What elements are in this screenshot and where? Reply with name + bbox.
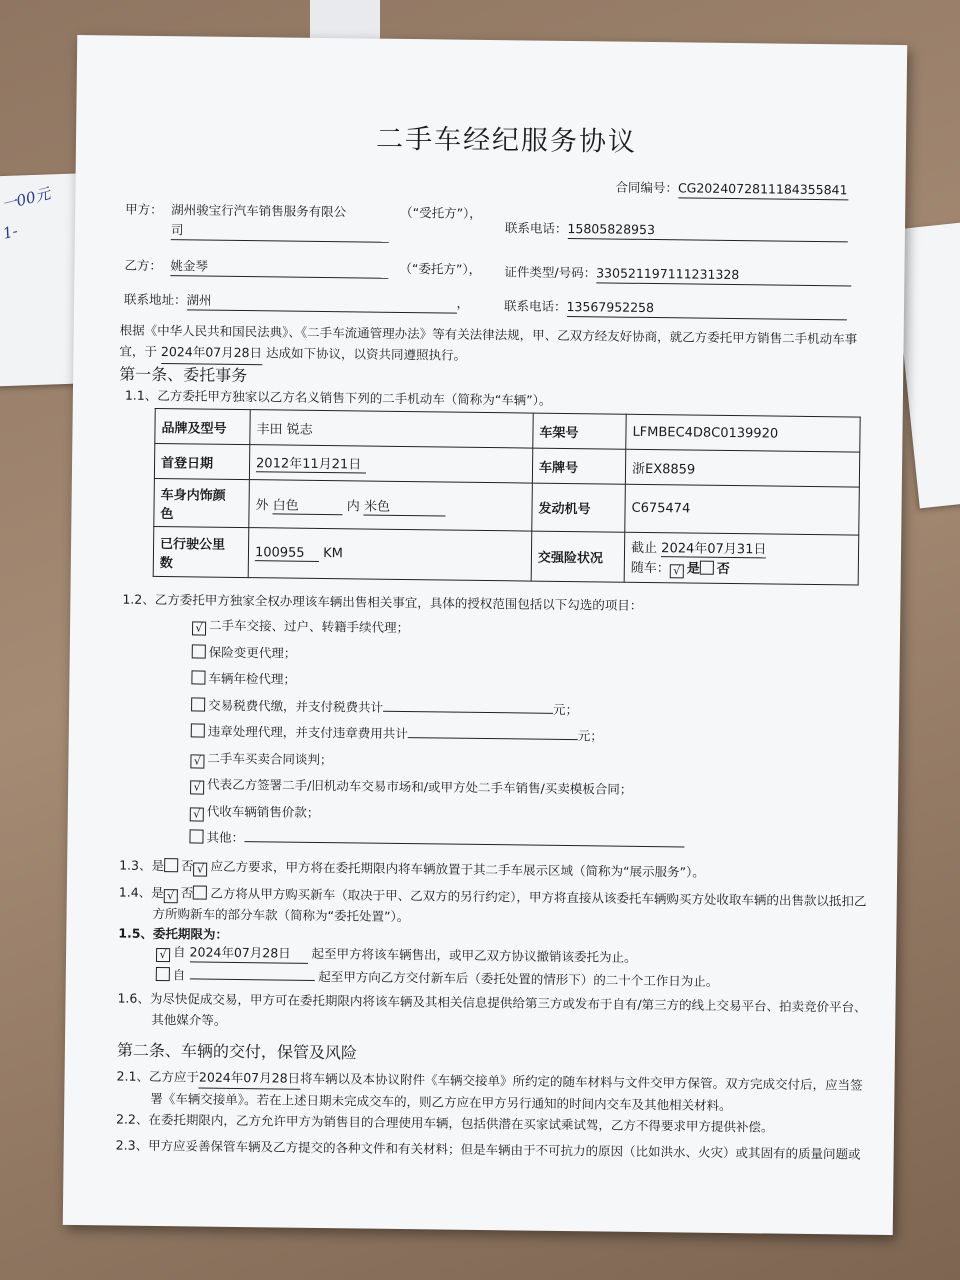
mileage-label — [153, 526, 249, 577]
authorization-list — [189, 612, 686, 857]
mileage-unit: KM — [323, 545, 343, 561]
vin-label: 车架号 — [533, 413, 626, 449]
term-start-date: 2024年07月28日 — [189, 944, 307, 963]
clause-number: 1.3、 — [119, 857, 152, 873]
auth-item-text: 交易税费代缴，并支付税费共计 — [208, 697, 384, 715]
section-1-title: 第一条、委托事务 — [119, 364, 248, 386]
party-a-name-line2: 司 — [171, 222, 389, 243]
auth-checkbox[interactable]: √ — [190, 754, 204, 768]
clause-1-4 — [118, 882, 866, 934]
with-car-no-label: 否 — [716, 561, 730, 577]
auth-checkbox[interactable]: √ — [190, 780, 204, 794]
term-option-2 — [156, 964, 719, 991]
clause-1-5-title: 1.5、委托期限为： — [118, 925, 229, 942]
clause-1-1: 1.1、乙方委托甲方独家以乙方名义销售下列的二手机动车（简称为“车辆”）。 — [124, 387, 552, 408]
auth-item-text: 违章处理代理，并支付违章费用共计 — [207, 723, 408, 742]
contract-number-row — [615, 180, 848, 201]
other-blank[interactable] — [244, 827, 684, 847]
plate-label: 车牌号 — [532, 448, 625, 484]
exterior-color: 白色 — [273, 494, 343, 515]
yes-label: 是 — [151, 857, 165, 874]
with-car-yes-checkbox[interactable]: √ — [670, 564, 684, 578]
exterior-label: 外 — [255, 497, 269, 513]
auth-item-text: 代表乙方签署二手/旧机动车交易市场和/或甲方处二手车销售/买卖模板合同； — [207, 776, 633, 797]
violation-amount-blank[interactable] — [408, 723, 578, 740]
auth-item-tail: 元； — [553, 701, 579, 717]
auth-item-tail: 元； — [577, 728, 603, 744]
term-option-1-checkbox[interactable]: √ — [156, 948, 170, 962]
contract-document — [63, 35, 907, 1235]
clause-1-3 — [119, 858, 705, 883]
clause-text: 乙方将从甲方购买新车（取决于甲、乙双方的另行约定），甲方将直接从该委托车辆购买方处收取车辆的出售款以抵扣乙 — [210, 885, 867, 909]
clause-2-2: 2.2、在委托期限内，乙方允许甲方为销售目的合理使用车辆，包括供潜在买家试乘试驾，乙方不得要求甲方提供补偿。 — [115, 1111, 774, 1135]
vehicle-info-table — [153, 408, 861, 586]
party-b-address-end: ， — [456, 295, 470, 311]
reg-date-label: 首登日期 — [154, 443, 249, 479]
term-option-text: 起至甲方向乙方交付新车后（委托处置的情形下）的二十个工作日为止。 — [318, 968, 719, 989]
table-row — [153, 526, 859, 585]
clause-line: 方所购新车的部分车款（简称为“委托处置”）。 — [152, 906, 410, 925]
background-paper-strip — [310, 0, 380, 40]
clause-text: 将车辆以及本协议附件《车辆交接单》所约定的随车材料与文件交甲方保管。双方完成交付后，应当签 — [299, 1070, 863, 1093]
party-b-address-label: 联系地址： — [123, 291, 187, 308]
clause-1-3-no-checkbox[interactable]: √ — [193, 862, 207, 876]
with-car-yes-label: 是 — [686, 561, 700, 577]
reg-date-cell — [249, 445, 532, 483]
clause-line: 1.6、为尽快促成交易，甲方可在委托期限内将该车辆及其相关信息提供给第三方或发布于自有/第三方的线上交易平台、拍卖竞价平台、 — [117, 990, 867, 1015]
preamble-text: 宜，于 — [119, 343, 158, 360]
party-a-phone: 15805828953 — [567, 221, 847, 242]
party-b-address: 湖州 — [186, 292, 456, 313]
auth-checkbox[interactable]: √ — [192, 621, 206, 635]
mileage-label-line: 数 — [159, 555, 173, 571]
yes-label: 是 — [151, 884, 164, 901]
handwritten-note-paper — [0, 173, 84, 386]
clause-2-3: 2.3、甲方应妥善保管车辆及乙方提交的各种文件和有关材料；但是车辆由于不可抗力的原因（比如洪水、火灾）或其固有的质量问题或 — [115, 1137, 861, 1162]
clause-1-4-no-checkbox[interactable] — [193, 885, 207, 899]
interior-label: 内 — [346, 498, 360, 514]
auth-checkbox[interactable] — [191, 670, 205, 684]
clause-1-3-yes-checkbox[interactable] — [164, 858, 178, 872]
insurance-label: 交强险状况 — [531, 531, 625, 582]
clause-1-6 — [117, 988, 867, 1040]
brand-label: 品牌及型号 — [155, 408, 250, 444]
auth-item-text: 代收车辆销售价款； — [206, 803, 320, 820]
party-b-id-label: 证件类型/号码： — [504, 264, 597, 281]
clause-2-1 — [116, 1066, 863, 1119]
color-cell — [249, 480, 533, 531]
mileage-label-line: 已行驶公里 — [159, 536, 226, 553]
party-a-phone-row — [505, 220, 848, 242]
clause-line: 署《车辆交接单》。若在上述日期未完成交车的，则乙方应在甲方另行通知的时间内交车及其他相关材料。 — [150, 1091, 732, 1114]
reg-date-value: 2012年11月21日 — [256, 452, 366, 473]
preamble-date: 2024年07月28日 — [161, 341, 262, 364]
tax-amount-blank[interactable] — [383, 696, 553, 713]
clause-line: 其他媒介等。 — [151, 1012, 227, 1029]
auth-checkbox[interactable] — [189, 829, 203, 843]
color-label-line: 车身内饰颜 — [160, 487, 226, 504]
party-b-phone-row — [504, 298, 847, 320]
mileage-cell — [248, 528, 532, 581]
no-label: 否 — [180, 858, 194, 874]
with-car-no-checkbox[interactable] — [700, 561, 714, 575]
party-b-role: （“委托方”）， — [399, 260, 482, 277]
handover-date: 2024年07月28日 — [199, 1067, 300, 1090]
document-title: 二手车经纪服务协议 — [375, 123, 638, 158]
list-item — [189, 824, 684, 857]
auth-checkbox[interactable] — [191, 697, 205, 711]
auth-item-text: 其他： — [206, 829, 245, 846]
engine-label: 发动机号 — [532, 483, 626, 532]
color-label-line: 色 — [160, 506, 174, 522]
insurance-until-date: 2024年07月31日 — [661, 537, 766, 558]
vin-value: LFMBEC4D8C0139920 — [626, 414, 860, 452]
party-a-phone-label: 联系电话： — [504, 220, 568, 236]
mileage-value: 100955 — [255, 545, 319, 562]
insurance-until-row — [631, 537, 852, 560]
plate-value: 浙EX8859 — [625, 449, 859, 487]
party-b-name: 姚金琴 — [170, 258, 388, 279]
term-from-label: 自 — [173, 944, 186, 960]
term-option-2-checkbox[interactable] — [156, 967, 170, 981]
brand-value: 丰田 锐志 — [250, 410, 533, 448]
interior-color: 米色 — [364, 495, 446, 516]
engine-value: C675474 — [625, 484, 860, 535]
party-b-label: 乙方： — [124, 257, 163, 274]
party-b-phone: 13567952258 — [566, 299, 846, 320]
party-a-name-line1: 湖州骏宝行汽车销售服务有限公 — [171, 202, 347, 220]
preamble-text: 达成如下协议，以资共同遵照执行。 — [265, 345, 467, 363]
handwritten-note-line: 1- — [1, 221, 20, 243]
with-car-row — [631, 557, 852, 581]
contract-number-label: 合同编号： — [615, 179, 679, 196]
term-from-label: 自 — [172, 967, 186, 983]
preamble-line: 根据《中华人民共和国民法典》、《二手车流通管理办法》等有关法律法规，甲、乙双方经友好协商，就乙方委托甲方销售二手机动车事 — [119, 322, 858, 347]
section-2-title: 第二条、车辆的交付，保管及风险 — [116, 1040, 358, 1063]
term-option-text: 起至甲方将该车辆售出，或甲乙双方协议撤销该委托为止。 — [311, 945, 637, 965]
party-a-label: 甲方： — [125, 201, 163, 218]
term-start-date-blank[interactable] — [189, 964, 314, 981]
handwritten-note-line: 一00元 — [0, 184, 53, 214]
auth-checkbox[interactable] — [191, 723, 205, 737]
auth-checkbox[interactable] — [192, 644, 206, 658]
party-b-address-row — [124, 292, 469, 314]
insurance-until-label: 截止 — [630, 540, 658, 557]
clause-1-4-yes-checkbox[interactable]: √ — [164, 889, 178, 903]
color-label — [154, 478, 250, 527]
auth-item-text: 保险变更代理； — [208, 644, 297, 661]
auth-item-text: 二手车交接、过户、转籍手续代理； — [209, 617, 410, 636]
contract-number: CG2024072811184355841 — [678, 180, 848, 200]
party-b-phone-label: 联系电话： — [503, 298, 567, 314]
party-a-role: （“受托方”）， — [400, 204, 482, 221]
party-b-id-row — [504, 264, 851, 286]
party-b-id-number: 330521197111231328 — [596, 265, 851, 286]
clause-number: 1.4、 — [118, 884, 152, 900]
clause-1-2: 1.2、乙方委托甲方独家全权办理该车辆出售相关事宜，具体的授权范围包括以下勾选的项目： — [122, 591, 643, 613]
auth-checkbox[interactable]: √ — [190, 807, 204, 821]
clause-text: 2.1、乙方应于 — [116, 1068, 200, 1085]
clause-text: 应乙方要求，甲方将在委托期限内将车辆放置于其二手车展示区域（简称为“展示服务”）。 — [210, 858, 705, 880]
with-car-label: 随车： — [630, 560, 670, 577]
no-label: 否 — [180, 885, 194, 901]
auth-item-text: 车辆年检代理； — [208, 670, 297, 687]
auth-item-text: 二手车买卖合同谈判； — [207, 750, 333, 767]
insurance-cell — [624, 532, 859, 585]
table-row — [154, 478, 860, 535]
